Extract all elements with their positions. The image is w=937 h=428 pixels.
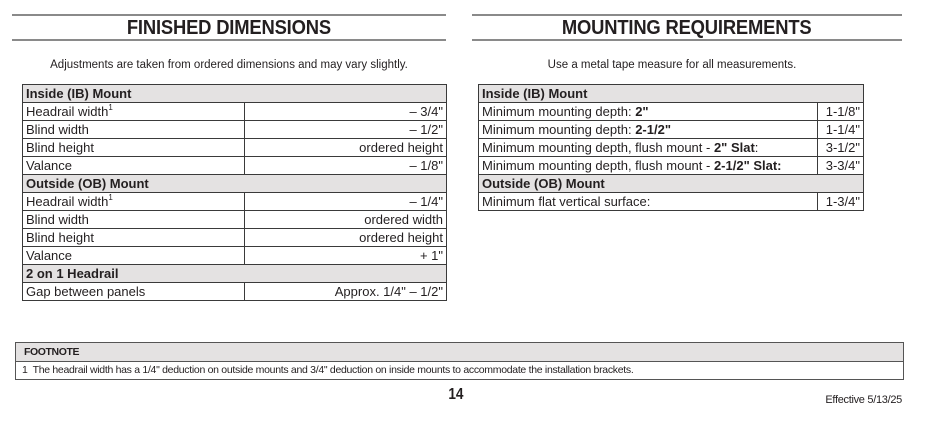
table-row — [23, 103, 447, 121]
row-value: 3-1/2" — [818, 139, 864, 157]
mounting-requirements-subtitle: Use a metal tape measure for all measurements. — [547, 59, 797, 71]
group-heading-row — [23, 265, 447, 283]
table-row — [479, 139, 864, 157]
finished-dimensions-subtitle: Adjustments are taken from ordered dimensions and may vary slightly. — [50, 59, 408, 71]
row-label: Blind width — [26, 122, 89, 137]
table-row — [479, 103, 864, 121]
group-heading: Outside (OB) Mount — [23, 175, 447, 193]
row-label: Headrail width — [26, 104, 109, 119]
row-label-cell — [479, 193, 818, 211]
row-label: Minimum flat vertical surface: — [482, 194, 651, 209]
row-value: 1-1/4" — [818, 121, 864, 139]
row-value: 1-1/8" — [818, 103, 864, 121]
row-label-emphasis: 2" Slat — [713, 140, 755, 155]
row-label-cell — [23, 193, 245, 211]
row-label-cell — [23, 103, 245, 121]
table-row — [23, 229, 447, 247]
row-label-cell — [23, 229, 245, 247]
row-label: Gap between panels — [26, 284, 146, 299]
table-row — [23, 193, 447, 211]
row-label-cell — [479, 121, 818, 139]
group-heading: Inside (IB) Mount — [23, 85, 447, 103]
group-heading-row — [23, 175, 447, 193]
row-label: Blind width — [26, 212, 89, 227]
footnote-text: 1 The headrail width has a 1/4" deduction on outside mounts and 3/4" deduction on inside mounts to accommodate the installation brackets. — [22, 364, 634, 376]
row-value: – 3/4" — [244, 103, 446, 121]
table-row — [23, 211, 447, 229]
row-label: Valance — [26, 248, 73, 263]
row-label-cell — [479, 103, 818, 121]
footnote-box — [15, 342, 904, 380]
footnote-marker: 1 — [108, 193, 113, 202]
row-label-cell — [23, 139, 245, 157]
table-row — [23, 139, 447, 157]
row-value: – 1/8" — [244, 157, 446, 175]
page-number: 14 — [448, 386, 464, 403]
row-value: ordered height — [244, 139, 446, 157]
finished-dimensions-header — [12, 14, 446, 41]
row-label: Minimum mounting depth, flush mount - — [482, 158, 714, 173]
group-heading-row — [23, 85, 447, 103]
group-heading: 2 on 1 Headrail — [23, 265, 447, 283]
row-label: Blind height — [26, 230, 94, 245]
table-row — [23, 247, 447, 265]
row-label: Headrail width — [26, 194, 109, 209]
row-label: Minimum mounting depth: — [482, 104, 636, 119]
row-value: – 1/2" — [244, 121, 446, 139]
row-label-cell — [23, 247, 245, 265]
table-row — [23, 121, 447, 139]
row-label-tail: : — [754, 140, 759, 155]
table-row — [479, 121, 864, 139]
footnote-heading: FOOTNOTE — [16, 343, 903, 362]
table-row — [23, 283, 447, 301]
row-value: 3-3/4" — [818, 157, 864, 175]
row-value: ordered width — [244, 211, 446, 229]
row-label-cell — [23, 157, 245, 175]
group-heading: Inside (IB) Mount — [479, 85, 864, 103]
finished-dimensions-title: FINISHED DIMENSIONS — [126, 17, 332, 39]
row-value: + 1" — [244, 247, 446, 265]
row-label-cell — [479, 139, 818, 157]
group-heading: Outside (OB) Mount — [479, 175, 864, 193]
group-heading-row — [479, 85, 864, 103]
row-label-cell — [23, 211, 245, 229]
row-label-emphasis: 2-1/2" — [635, 122, 671, 137]
table-row — [479, 157, 864, 175]
row-label-emphasis: 2" — [635, 104, 649, 119]
row-label-emphasis: 2-1/2" Slat: — [713, 158, 782, 173]
effective-date: Effective 5/13/25 — [825, 394, 902, 406]
finished-dimensions-table — [22, 84, 447, 301]
mounting-requirements-title: MOUNTING REQUIREMENTS — [562, 17, 812, 39]
row-label-cell — [23, 283, 245, 301]
row-value: – 1/4" — [244, 193, 446, 211]
row-value: 1-3/4" — [818, 193, 864, 211]
row-label: Valance — [26, 158, 73, 173]
row-value: Approx. 1/4" – 1/2" — [244, 283, 446, 301]
mounting-requirements-header — [472, 14, 902, 41]
row-label: Minimum mounting depth, flush mount - — [482, 140, 714, 155]
row-value: ordered height — [244, 229, 446, 247]
row-label: Minimum mounting depth: — [482, 122, 636, 137]
table-row — [479, 193, 864, 211]
mounting-requirements-table — [478, 84, 864, 211]
table-row — [23, 157, 447, 175]
row-label-cell — [479, 157, 818, 175]
group-heading-row — [479, 175, 864, 193]
footnote-marker: 1 — [108, 103, 113, 112]
row-label-cell — [23, 121, 245, 139]
row-label: Blind height — [26, 140, 94, 155]
